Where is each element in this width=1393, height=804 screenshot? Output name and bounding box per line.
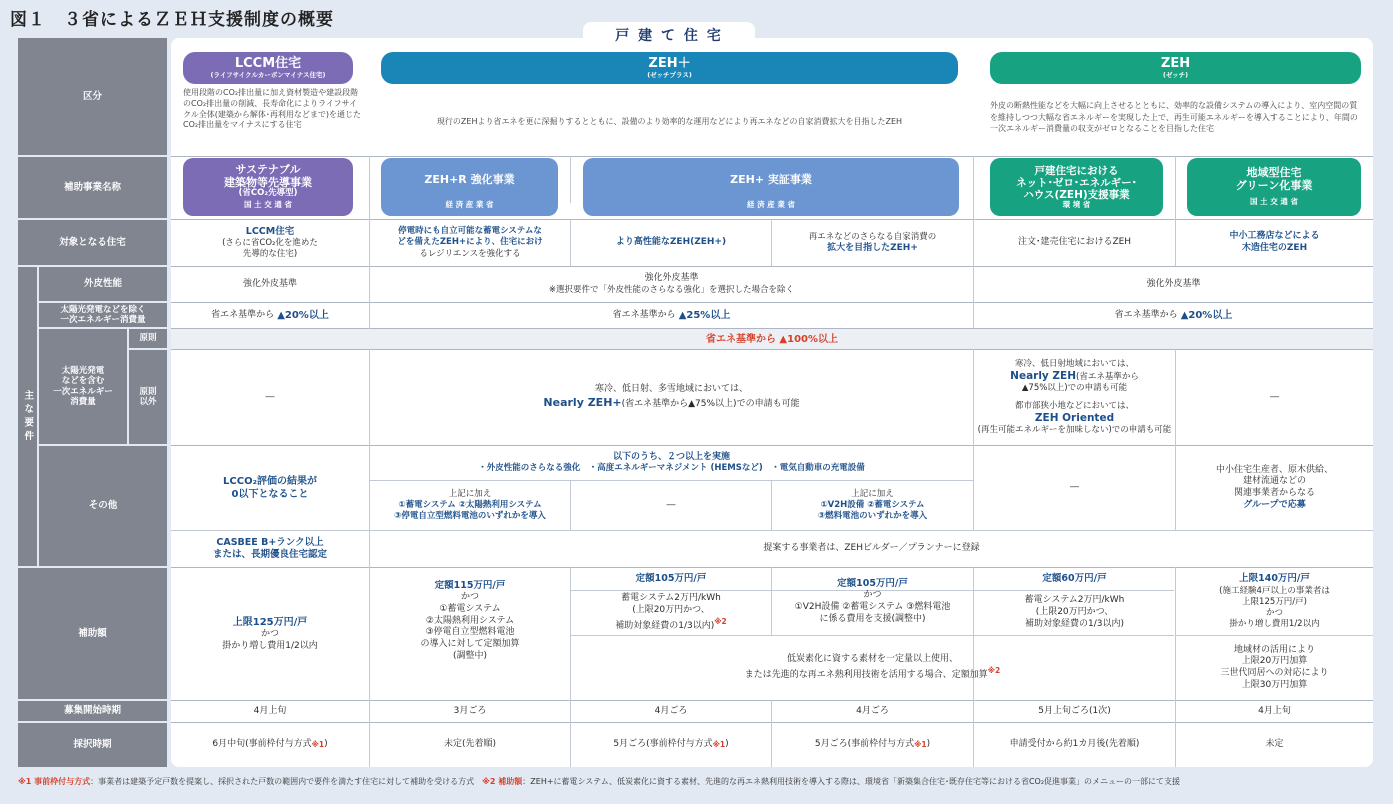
hojo-c6-bottom <box>1176 636 1373 700</box>
program-sustainable <box>183 158 353 216</box>
hojo-text: ①V2H設備 ②蓄電システム ③燃料電池 <box>794 601 951 612</box>
target-text: 再エネなどのさらなる自家消費の <box>808 231 937 242</box>
excl-mid <box>370 303 973 328</box>
hojo-text: かつ <box>1265 607 1283 618</box>
sonota-c5: ― <box>1070 482 1079 493</box>
program-label: サステナブル <box>235 163 301 177</box>
program-label: グリーン化事業 <box>1235 178 1313 192</box>
casbee-cell <box>171 531 369 567</box>
hojo-text: (施工経験4戸以上の事業者は <box>1219 585 1330 596</box>
hojo-c4 <box>772 568 973 635</box>
note-mark: ※2 <box>987 666 1001 675</box>
excl-text: 省エネ基準から <box>612 309 676 320</box>
sonota-text: 中小住宅生産者、原木供給、 <box>1215 464 1333 475</box>
target-text: (さらに省CO₂化を進めた <box>222 238 318 249</box>
hojo-text: 補助対象経費の1/3以内) <box>615 620 715 631</box>
footnote-mark-2: ※2 補助額 <box>482 777 523 786</box>
gensoku-text: 省エネ基準から ▲100%以上 <box>705 333 839 345</box>
gaisoku-term: ZEH Oriented <box>1034 411 1115 424</box>
zehp-sub: (ゼッチプラス) <box>647 70 692 79</box>
boshu-c5: 5月上旬ごろ(1次) <box>1038 705 1111 716</box>
lccm-desc: 使用段階のCO₂排出量に加え資材製造や建設段階のCO₂排出量の削減、長寿命化によりライフサイクル全体(建築から解体･再利用などまで)を通じたCO₂排出量をマイナスにする住宅 <box>183 88 361 130</box>
gaisoku-text: 寒冷、低日射地域においては、 <box>1014 358 1134 369</box>
target-text: LCCM住宅 <box>245 225 295 237</box>
zeh-desc: 外皮の断熱性能などを大幅に向上させるとともに、効率的な設備システムの導入により、室内空間の質を維持しつつ大幅な省エネルギーを実現した上で、再生可能エネルギーを導入することにより、年間の一次エネルギー消費量の収支がゼロとなることを目指した住宅 <box>990 101 1358 134</box>
label-incl-2: などを含む <box>61 376 105 387</box>
label-taisho: 対象となる住宅 <box>18 220 167 265</box>
program-label: ハウス(ZEH)支援事業 <box>1023 188 1130 201</box>
program-zehp-jissho <box>583 158 959 216</box>
casbee-text: CASBEE B+ランク以上 <box>216 536 324 548</box>
saitaku-text: 6月中旬(事前枠付与方式 <box>212 739 312 750</box>
sonota-c3: ― <box>666 499 676 510</box>
gaihi-note: ※選択要件で「外皮性能のさらなる強化」を選択した場合を除く <box>548 284 795 295</box>
target-c6 <box>1176 220 1373 266</box>
hojo-text: かつ <box>260 628 279 639</box>
program-ministry: 経 済 産 業 省 <box>445 200 494 209</box>
boshu-c4: 4月ごろ <box>856 705 889 716</box>
excl-text: 省エネ基準から <box>1114 309 1178 320</box>
label-gensoku: 原則 <box>129 329 167 348</box>
sonota-text: 上記に加え <box>851 488 894 499</box>
hojo-text: 上限20万円加算 <box>1241 656 1308 667</box>
program-label: 建築物等先導事業 <box>224 175 312 189</box>
target-c1 <box>171 220 369 266</box>
sonota-text: 以下のうち、２つ以上を実施 <box>612 451 730 462</box>
target-text: より高性能なZEH(ZEH+) <box>615 237 727 248</box>
gaisoku-text: ▲75%以上)での申請も可能 <box>1021 383 1128 394</box>
hojo-c5-head <box>974 568 1175 590</box>
hojo-lowcarbon <box>571 636 1174 700</box>
gaisoku-c5 <box>974 350 1175 445</box>
zeh-name: ZEH <box>1160 55 1191 71</box>
hojo-text: (上限20万円かつ、 <box>1035 607 1114 618</box>
excl-value: ▲25%以上 <box>678 310 731 321</box>
sonota-text: 0以下となること <box>231 489 309 500</box>
sonota-text: ・外皮性能のさらなる強化 ・高度エネルギーマネジメント (HEMSなど) ・電気自動車の充電設備 <box>478 463 865 474</box>
sonota-text: 上記に加え <box>448 488 492 499</box>
casbee-text: または、長期優良住宅認定 <box>212 549 327 560</box>
saitaku-c2: 未定(先着順) <box>443 739 497 750</box>
hojo-text: (上限20万円かつ、 <box>632 605 710 616</box>
saitaku-close: ) <box>324 739 328 750</box>
boshu-c3: 4月ごろ <box>654 705 688 716</box>
gaisoku-c6: ― <box>1270 391 1279 402</box>
footnote-mark-1: ※1 事前枠付与方式 <box>18 777 91 786</box>
program-label: 地域型住宅 <box>1246 166 1302 180</box>
program-green <box>1187 158 1361 216</box>
hojo-text: (調整中) <box>452 650 488 661</box>
label-omona-text: 主な要件 <box>22 389 34 444</box>
sonota-c1 <box>171 446 369 530</box>
saitaku-c3 <box>571 723 771 767</box>
page-title: 図１ ３省によるＺＥＨ支援制度の概要 <box>10 10 334 30</box>
target-text: 注文･建売住宅におけるZEH <box>1017 237 1132 248</box>
label-incl <box>39 329 127 444</box>
zehp-name: ZEH＋ <box>648 55 691 71</box>
label-omona <box>18 267 37 566</box>
program-ministry: 国 土 交 通 省 <box>244 200 292 210</box>
saitaku-c6: 未定 <box>1265 739 1284 750</box>
gaisoku-line <box>543 396 799 411</box>
hojo-text: に係る費用を支援(調整中) <box>819 613 926 624</box>
sonota-text: ①蓄電システム ②太陽熱利用システム <box>398 499 542 510</box>
hojo-line <box>615 617 727 633</box>
hojo-text: かつ <box>863 590 882 601</box>
hojo-text: 定額105万円/戸 <box>635 572 707 584</box>
sonota-text: ①V2H設備 ②蓄電システム <box>820 499 925 510</box>
hojo-text: 地域材の活用により <box>1233 644 1315 655</box>
hojo-text: 上限125万円/戸) <box>1242 596 1307 607</box>
footnote-text-2: ：ZEH+に蓄電システム、低炭素化に資する素材、先進的な再エネ熱利用技術を導入する際は、環境省「新築集合住宅･既存住宅等における省CO₂促進事業」のメニューの一部にて支援 <box>522 777 1181 786</box>
sonota-c6 <box>1176 446 1373 530</box>
hojo-text: ②太陽熱利用システム <box>425 615 515 626</box>
program-ministry: 国 土 交 通 省 <box>1250 197 1298 207</box>
saitaku-text: 5月ごろ(事前枠付与方式 <box>613 739 713 750</box>
sonota-c2 <box>370 481 570 530</box>
gaisoku-line <box>1010 370 1139 384</box>
excl-value: ▲20%以上 <box>1180 310 1233 321</box>
hojo-line <box>745 666 1001 682</box>
label-gaihi: 外皮性能 <box>39 267 167 301</box>
saitaku-close: ) <box>926 739 931 750</box>
hojo-text: 定額115万円/戸 <box>434 580 506 591</box>
gaisoku-text: (再生可能エネルギーを加味しない)での申請も可能 <box>977 425 1172 436</box>
sonota-top <box>370 446 973 480</box>
col-divider <box>570 156 571 203</box>
hojo-c6-top <box>1176 568 1373 635</box>
target-c2 <box>370 220 570 266</box>
program-ministry: 経 済 産 業 省 <box>747 200 795 209</box>
sonota-c4 <box>772 481 973 530</box>
program-label: ZEH+R 強化事業 <box>424 173 515 187</box>
label-excl-1: 太陽光発電などを除く <box>60 304 146 315</box>
sonota-text: LCCO₂評価の結果が <box>223 476 317 487</box>
label-hojo: 補助額 <box>18 568 167 699</box>
gaisoku-term: Nearly ZEH+ <box>543 396 622 409</box>
target-text: どを備えたZEH+により、住宅におけ <box>397 237 543 248</box>
sonota-text: ③停電自立型燃料電池のいずれかを導入 <box>394 511 546 522</box>
zeh-sub: (ゼッチ) <box>1162 70 1189 79</box>
label-excl-2: 一次エネルギー消費量 <box>60 315 146 325</box>
target-text: 先導的な住宅) <box>242 249 298 260</box>
program-zehr <box>381 158 558 216</box>
excl-value: ▲20%以上 <box>277 310 329 321</box>
label-gaisoku-1: 原則 <box>139 386 157 397</box>
target-c3 <box>571 220 771 266</box>
note-mark: ※1 <box>712 740 726 750</box>
gaisoku-term: Nearly ZEH <box>1010 369 1077 382</box>
gaisoku-text: (省エネ基準から▲75%以上)での申請も可能 <box>621 399 800 409</box>
program-label: ネット･ゼロ･エネルギー･ <box>1016 176 1137 189</box>
label-gaisoku <box>129 350 167 444</box>
label-incl-1: 太陽光発電 <box>61 366 105 377</box>
label-gaisoku-2: 以外 <box>139 397 157 407</box>
hojo-text: 掛かり増し費用1/2以内 <box>222 640 318 651</box>
zehp-header <box>381 52 958 84</box>
note-mark: ※1 <box>914 740 927 750</box>
sonota-text: 関連事業者からなる <box>1233 488 1315 498</box>
program-label: (省CO₂先導型) <box>238 188 298 199</box>
label-kubun: 区分 <box>18 38 167 155</box>
gaisoku-c1: ― <box>265 391 275 402</box>
saitaku-c1 <box>171 723 369 767</box>
hojo-text: 掛かり増し費用1/2以内 <box>1229 618 1320 629</box>
gensoku-row <box>171 329 1373 349</box>
boshu-c2: 3月ごろ <box>453 705 487 716</box>
planner-cell: 提案する事業者は、ZEHビルダー／プランナーに登録 <box>763 543 980 554</box>
hojo-text: 低炭素化に資する素材を一定量以上使用、 <box>786 654 958 665</box>
label-saitaku: 採択時期 <box>18 723 167 767</box>
target-text: 木造住宅のZEH <box>1241 243 1308 253</box>
gaisoku-mid <box>370 350 973 445</box>
hojo-text: ③停電自立型燃料電池 <box>425 627 515 638</box>
hojo-text: 蓄電システム2万円/kWh <box>1024 595 1125 606</box>
target-c5 <box>974 220 1175 266</box>
saitaku-close: ) <box>725 739 729 750</box>
lccm-name: LCCM住宅 <box>234 55 302 71</box>
row-divider <box>171 156 1373 157</box>
program-label: 戸建住宅における <box>1034 164 1119 177</box>
footnote-text-1: ：事業者は建築予定戸数を提案し、採択された戸数の範囲内で要件を満たす住宅に対して補助を受ける方式 <box>90 777 483 786</box>
hojo-text: 上限30万円加算 <box>1241 679 1308 690</box>
gaihi-mid <box>370 267 973 302</box>
sonota-text: グループで応募 <box>1243 499 1306 510</box>
saitaku-c4 <box>772 723 973 767</box>
hojo-text: 三世代同居への対応により <box>1220 668 1329 678</box>
hojo-text: 蓄電システム2万円/kWh <box>621 593 721 604</box>
target-text: 中小工務店などによる <box>1229 231 1320 242</box>
hojo-c3-head <box>571 568 771 590</box>
saitaku-text: 5月ごろ(事前枠付与方式 <box>814 739 915 750</box>
footnote <box>18 776 1378 790</box>
program-zeh-support <box>990 158 1163 216</box>
sonota-text: 建材流通などの <box>1242 476 1306 487</box>
hojo-text: 補助対象経費の1/3以内) <box>1025 618 1124 629</box>
hojo-c5-body <box>974 591 1175 635</box>
excl-c1 <box>171 303 369 328</box>
gaisoku-text: 寒冷、低日射、多雪地域においては、 <box>594 384 748 395</box>
hojo-c1 <box>171 568 369 700</box>
label-boshu: 募集開始時期 <box>18 701 167 721</box>
zeh-header <box>990 52 1361 84</box>
hojo-text: または先進的な再エネ熱利用技術を活用する場合、定額加算 <box>744 670 988 680</box>
hojo-text: かつ <box>460 592 479 603</box>
hojo-text: 上限140万円/戸 <box>1239 573 1310 585</box>
label-incl-4: 消費量 <box>70 396 96 407</box>
lccm-sub: (ライフサイクルカーボンマイナス住宅) <box>210 70 326 79</box>
zehp-desc: 現行のZEHより省エネを更に深掘りするとともに、設備のより効率的な運用などにより再エネなどの自家消費拡大を目指したZEH <box>436 116 903 126</box>
note-mark: ※1 <box>311 740 325 750</box>
gaihi-c56: 強化外皮基準 <box>1146 278 1201 289</box>
label-sonota: その他 <box>39 446 167 566</box>
target-text: るレジリエンスを強化する <box>419 248 521 259</box>
target-text: 停電時にも自立可能な蓄電システムな <box>398 226 542 237</box>
hojo-text: 定額60万円/戸 <box>1042 572 1107 584</box>
label-incl-3: 一次エネルギー <box>53 386 113 397</box>
label-jigyo: 補助事業名称 <box>18 157 167 218</box>
hojo-text: 定額105万円/戸 <box>837 577 908 589</box>
gaisoku-text: 都市部狭小地などにおいては、 <box>1014 400 1134 411</box>
hojo-text: ①蓄電システム <box>439 604 501 615</box>
gaisoku-text: (省エネ基準から <box>1076 371 1139 382</box>
boshu-c6: 4月上旬 <box>1258 705 1291 716</box>
saitaku-c5: 申請受付から約1カ月後(先着順) <box>1009 739 1140 750</box>
excl-text: 省エネ基準から <box>211 309 275 320</box>
target-text: 拡大を目指したZEH+ <box>827 242 918 253</box>
category-tab: 戸 建 て 住 宅 <box>583 22 755 48</box>
gaihi-text: 強化外皮基準 <box>644 273 699 284</box>
target-c4 <box>772 220 973 266</box>
lccm-header <box>183 52 353 84</box>
sonota-text: ③燃料電池のいずれかを導入 <box>817 511 928 522</box>
hojo-text: 上限125万円/戸 <box>232 616 308 628</box>
hojo-c2 <box>370 580 570 680</box>
boshu-c1: 4月上旬 <box>253 705 287 716</box>
label-excl <box>39 303 167 327</box>
note-mark: ※2 <box>714 616 727 626</box>
hojo-text: の導入に対して定額加算 <box>420 639 520 650</box>
program-ministry: 環 境 省 <box>1062 199 1091 209</box>
gaihi-c1: 強化外皮基準 <box>242 278 297 289</box>
hojo-c3-body <box>571 591 771 635</box>
program-label: ZEH+ 実証事業 <box>730 173 812 187</box>
excl-c56 <box>974 303 1373 328</box>
